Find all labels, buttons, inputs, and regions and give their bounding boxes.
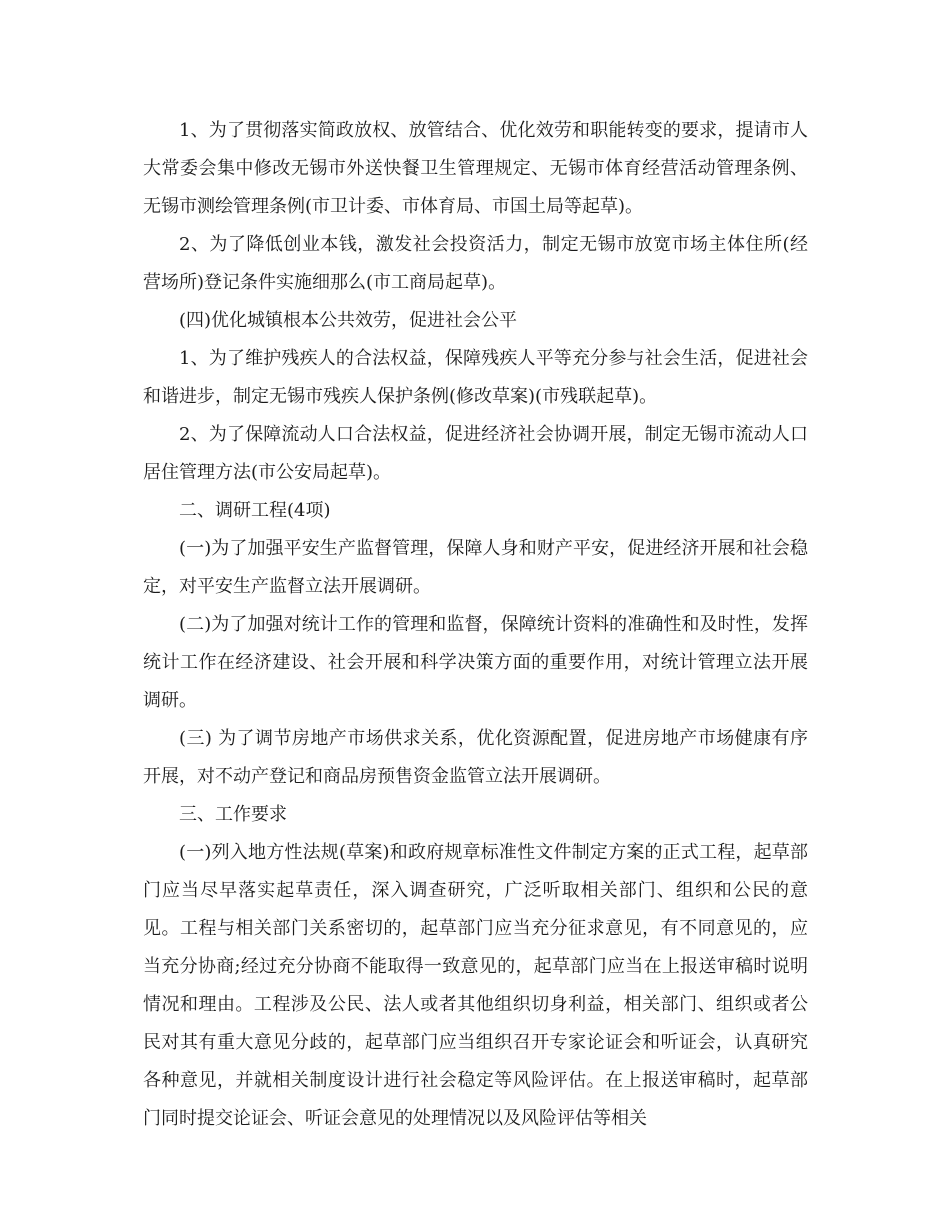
paragraph-item-2-reduce-startup-costs: 2、为了降低创业本钱，激发社会投资活力，制定无锡市放宽市场主体住所(经营场所)登记条件实施细那么(市工商局起草)。 bbox=[143, 234, 808, 293]
paragraph-item-2-floating-population: 2、为了保障流动人口合法权益，促进经济社会协调开展，制定无锡市流动人口居住管理方法(市公安局起草)。 bbox=[143, 424, 808, 483]
section-heading-work-requirements: 三、工作要求 bbox=[179, 804, 287, 825]
paragraph-item-1-disabled-rights: 1、为了维护残疾人的合法权益，保障残疾人平等充分参与社会生活，促进社会和谐进步，制定无锡市残疾人保护条例(修改草案)(市残联起草)。 bbox=[143, 348, 808, 407]
paragraph-requirement-drafting: (一)列入地方性法规(草案)和政府规章标准性文件制定方案的正式工程，起草部门应当尽早落实起草责任，深入调查研究，广泛听取相关部门、组织和公民的意见。工程与相关部门关系密切的，起草部门应当充分征求意见，有不同意见的，应当充分协商;经过充分协商不能取得一致意见的，起草部门应当在上报送审稿时说明情况和理由。工程涉及公民、法人或者其他组织切身利益，相关部门、组织或者公民对其有重大意见分歧的，起草部门应当组织召开专家论证会和听证会，认真研究各种意见，并就相关制度设计进行社会稳定等风险评估。在上报送审稿时，起草部门同时提交论证会、听证会意见的处理情况以及风险评估等相关 bbox=[143, 842, 808, 1129]
paragraph-research-safety-production: (一)为了加强平安生产监督管理，保障人身和财产平安，促进经济开展和社会稳定，对平安生产监督立法开展调研。 bbox=[143, 538, 808, 597]
paragraph-research-statistics: (二)为了加强对统计工作的管理和监督，保障统计资料的准确性和及时性，发挥统计工作在经济建设、社会开展和科学决策方面的重要作用，对统计管理立法开展调研。 bbox=[143, 614, 808, 711]
document-body bbox=[143, 112, 808, 1138]
paragraph-research-real-estate: (三) 为了调节房地产市场供求关系，优化资源配置，促进房地产市场健康有序开展，对不动产登记和商品房预售资金监管立法开展调研。 bbox=[143, 728, 808, 787]
section-heading-research-projects: 二、调研工程(4项) bbox=[179, 500, 331, 521]
paragraph-item-1-simplify-administration: 1、为了贯彻落实简政放权、放管结合、优化效劳和职能转变的要求，提请市人大常委会集中修改无锡市外送快餐卫生管理规定、无锡市体育经营活动管理条例、无锡市测绘管理条例(市卫计委、市体育局、市国土局等起草)。 bbox=[143, 120, 808, 217]
section-heading-public-services: (四)优化城镇根本公共效劳，促进社会公平 bbox=[179, 310, 518, 331]
